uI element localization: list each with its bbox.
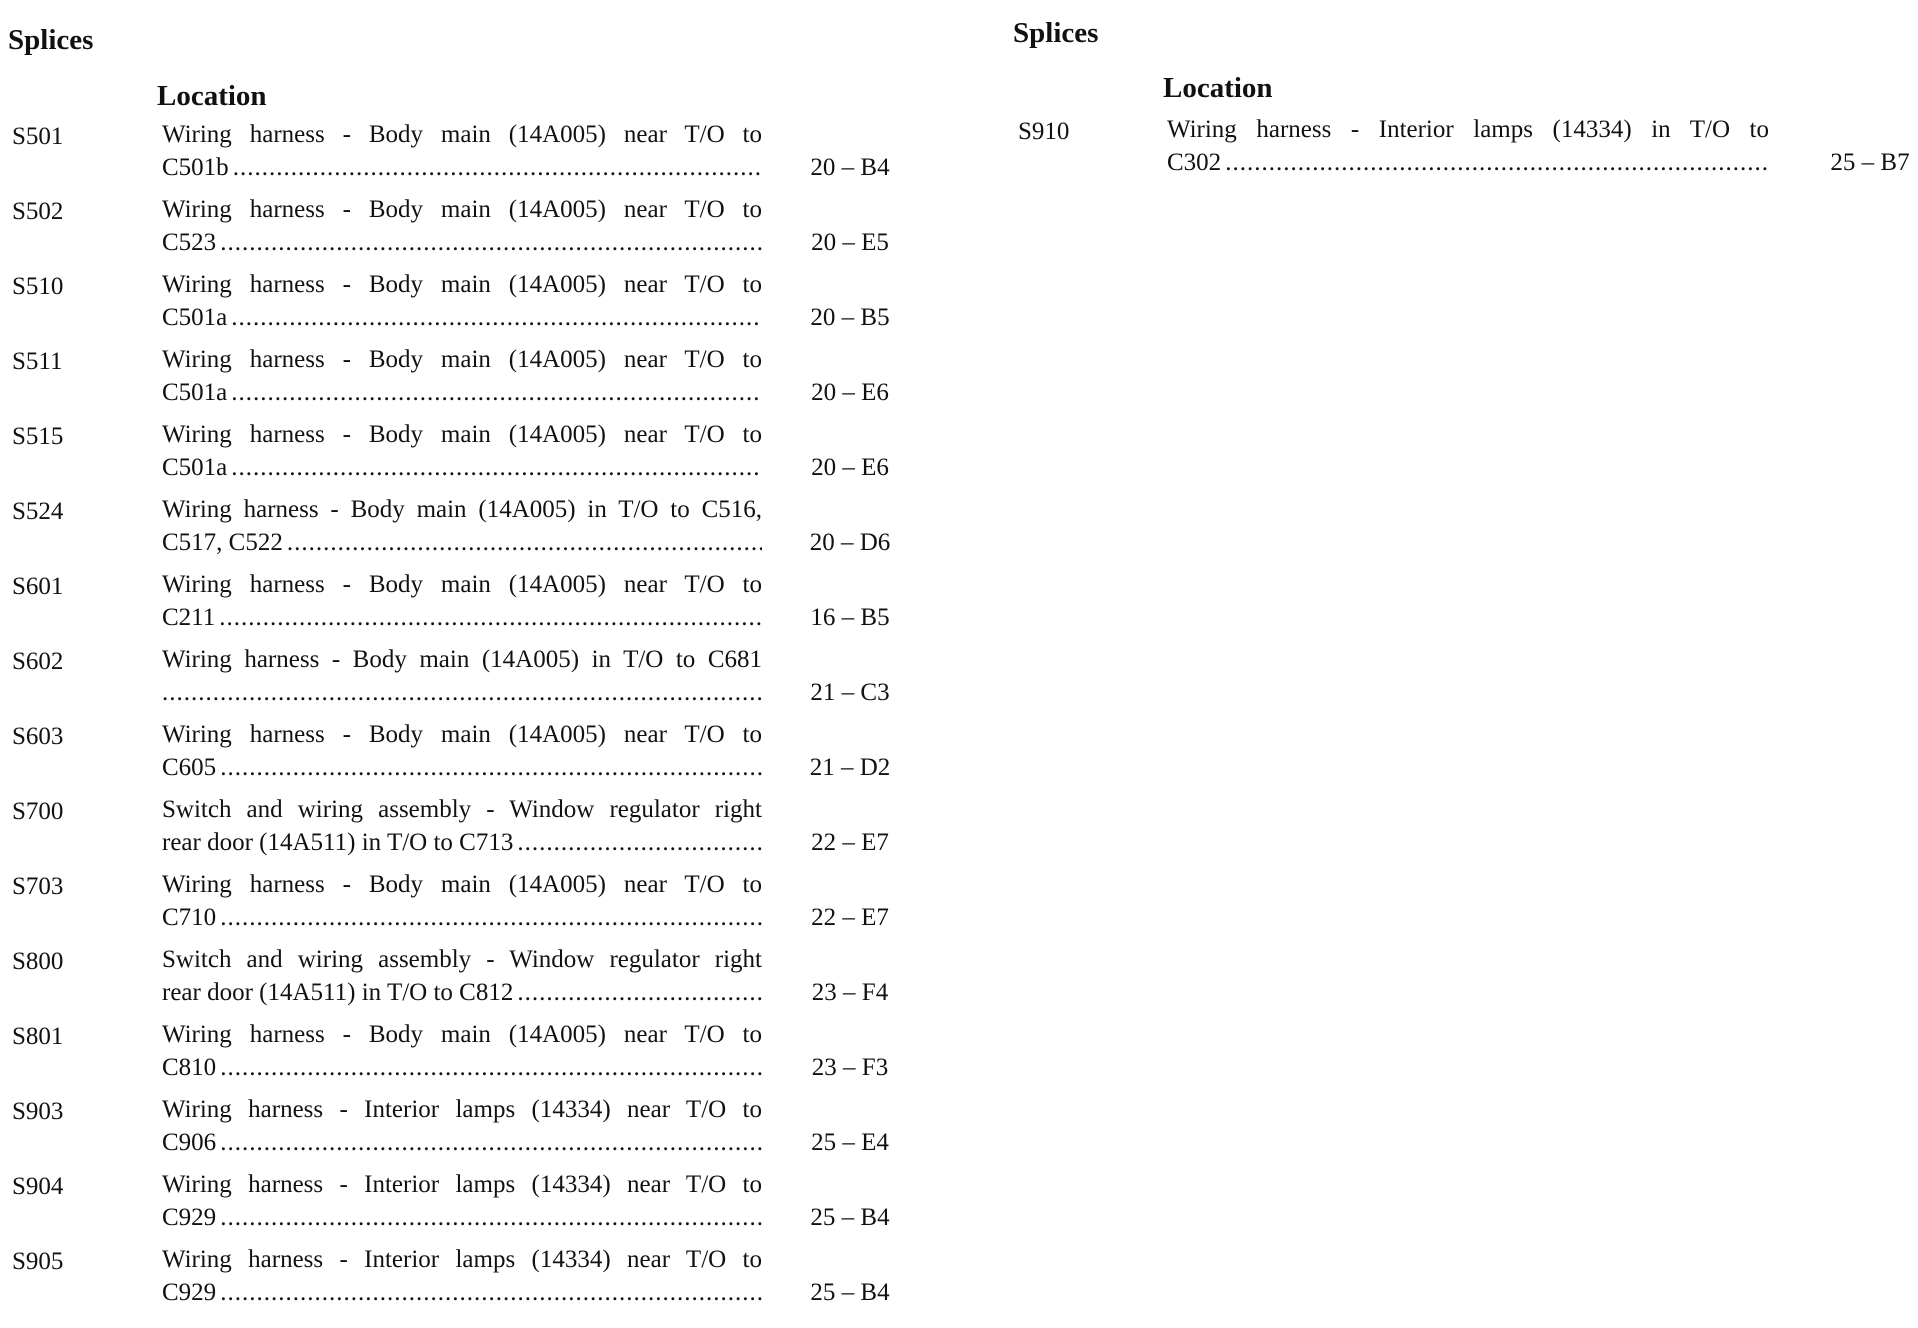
location-line-2-text: C710 (162, 904, 217, 931)
location-line-1: Wiring harness - Body main (14A005) near T/O to (162, 871, 762, 898)
splice-list (0, 118, 940, 1318)
splice-entry (0, 268, 940, 343)
splice-entry (0, 118, 940, 193)
splice-location (162, 1168, 762, 1234)
dot-leader (219, 601, 762, 634)
splice-location (1167, 113, 1769, 179)
location-line-2 (162, 1201, 762, 1234)
splice-id: S511 (12, 348, 63, 375)
location-line-2 (162, 226, 762, 259)
dot-leader (220, 1126, 762, 1159)
dot-leader (1225, 146, 1769, 179)
dot-leader (231, 451, 762, 484)
location-line-1: Wiring harness - Body main (14A005) near T/O to (162, 121, 762, 148)
splice-id: S510 (12, 273, 64, 300)
location-line-2 (162, 526, 762, 559)
splice-entry (0, 568, 940, 643)
diagram-reference: 23 – F3 (811, 1054, 889, 1081)
location-line-2-text: C523 (162, 229, 217, 256)
location-line-2-text: rear door (14A511) in T/O to C713 (162, 829, 514, 856)
splice-location (162, 1018, 762, 1084)
splice-id: S703 (12, 873, 64, 900)
splice-id: S603 (12, 723, 64, 750)
splice-location (162, 793, 762, 859)
location-line-1: Switch and wiring assembly - Window regulator right (162, 796, 762, 823)
diagram-reference: 25 – B4 (810, 1204, 890, 1231)
section-title: Splices (1013, 17, 1099, 49)
location-line-2 (162, 1276, 762, 1309)
location-line-1: Wiring harness - Body main (14A005) near T/O to (162, 196, 762, 223)
location-line-2 (162, 1126, 762, 1159)
section-title: Splices (8, 24, 94, 56)
splice-location (162, 268, 762, 334)
splice-entry (0, 793, 940, 868)
splice-location (162, 718, 762, 784)
diagram-reference: 21 – D2 (809, 754, 891, 781)
splice-id: S524 (12, 498, 64, 525)
splice-location (162, 343, 762, 409)
location-line-1: Wiring harness - Body main (14A005) near T/O to (162, 721, 762, 748)
diagram-reference: 25 – E4 (811, 1129, 889, 1156)
splice-id: S800 (12, 948, 64, 975)
splice-entry (1010, 113, 1910, 188)
dot-leader (517, 826, 762, 859)
location-heading: Location (157, 80, 267, 112)
splice-entry (0, 1243, 940, 1318)
splice-location (162, 493, 762, 559)
location-line-2 (162, 976, 762, 1009)
splice-location (162, 118, 762, 184)
dot-leader (233, 151, 762, 184)
splice-location (162, 1093, 762, 1159)
diagram-reference: 20 – E6 (811, 454, 889, 481)
location-line-2-text: C517, C522 (162, 529, 283, 556)
splice-entry (0, 643, 940, 718)
location-line-1: Wiring harness - Body main (14A005) in T/O to C681 (162, 646, 762, 673)
splice-location (162, 1243, 762, 1309)
splice-entry (0, 493, 940, 568)
diagram-reference: 22 – E7 (811, 904, 889, 931)
location-line-1: Wiring harness - Interior lamps (14334) in T/O to (1167, 116, 1769, 143)
dot-leader (220, 1201, 762, 1234)
location-line-1: Wiring harness - Body main (14A005) near T/O to (162, 346, 762, 373)
dot-leader (231, 376, 762, 409)
location-line-1: Wiring harness - Interior lamps (14334) near T/O to (162, 1246, 762, 1273)
dot-leader (220, 751, 762, 784)
diagram-reference: 20 – E6 (811, 379, 889, 406)
splice-location (162, 943, 762, 1009)
location-line-2-text: rear door (14A511) in T/O to C812 (162, 979, 514, 1006)
location-line-2-text: C501a (162, 304, 228, 331)
diagram-reference: 22 – E7 (811, 829, 889, 856)
diagram-reference: 23 – F4 (811, 979, 889, 1006)
splice-id: S700 (12, 798, 64, 825)
splice-id: S905 (12, 1248, 64, 1275)
splice-id: S502 (12, 198, 64, 225)
location-line-2 (162, 601, 762, 634)
location-line-2-text: C501a (162, 379, 228, 406)
location-line-1: Wiring harness - Body main (14A005) near T/O to (162, 571, 762, 598)
dot-leader (220, 226, 762, 259)
splice-list (1010, 113, 1910, 188)
splice-entry (0, 868, 940, 943)
location-line-2 (162, 676, 762, 709)
splice-entry (0, 1018, 940, 1093)
location-line-1: Wiring harness - Body main (14A005) near T/O to (162, 271, 762, 298)
diagram-reference: 25 – B4 (810, 1279, 890, 1306)
location-line-2-text: C906 (162, 1129, 217, 1156)
location-line-1: Wiring harness - Body main (14A005) near T/O to (162, 1021, 762, 1048)
location-line-2-text: C810 (162, 1054, 217, 1081)
dot-leader (287, 526, 762, 559)
splice-entry (0, 1168, 940, 1243)
splice-id: S903 (12, 1098, 64, 1125)
splice-entry (0, 343, 940, 418)
dot-leader (220, 1051, 762, 1084)
splice-location (162, 418, 762, 484)
splice-entry (0, 1093, 940, 1168)
location-line-2 (162, 451, 762, 484)
location-line-1: Wiring harness - Body main (14A005) in T/O to C516, (162, 496, 762, 523)
location-line-1: Switch and wiring assembly - Window regulator right (162, 946, 762, 973)
splice-location (162, 643, 762, 709)
dot-leader (220, 901, 762, 934)
splice-id: S515 (12, 423, 64, 450)
location-line-2-text: C605 (162, 754, 217, 781)
diagram-reference: 20 – E5 (811, 229, 889, 256)
dot-leader (517, 976, 762, 1009)
location-heading: Location (1163, 72, 1273, 104)
diagram-reference: 25 – B7 (1830, 149, 1910, 176)
location-line-2 (162, 376, 762, 409)
location-line-2 (162, 901, 762, 934)
splice-entry (0, 418, 940, 493)
splice-id: S602 (12, 648, 64, 675)
location-line-2-text: C302 (1167, 149, 1222, 176)
diagram-reference: 16 – B5 (810, 604, 890, 631)
splice-entry (0, 943, 940, 1018)
location-line-2-text: C501b (162, 154, 229, 181)
location-line-2-text: C211 (162, 604, 216, 631)
diagram-reference: 20 – B4 (810, 154, 890, 181)
location-line-2 (1167, 146, 1769, 179)
location-line-2 (162, 751, 762, 784)
location-line-2 (162, 1051, 762, 1084)
splice-entry (0, 193, 940, 268)
splice-id: S601 (12, 573, 64, 600)
diagram-reference: 21 – C3 (810, 679, 890, 706)
diagram-reference: 20 – B5 (810, 304, 890, 331)
splice-id: S904 (12, 1173, 64, 1200)
location-line-2 (162, 826, 762, 859)
location-line-2-text: C929 (162, 1279, 217, 1306)
diagram-reference: 20 – D6 (809, 529, 891, 556)
location-line-2-text: C929 (162, 1204, 217, 1231)
splice-entry (0, 718, 940, 793)
splice-location (162, 868, 762, 934)
dot-leader (220, 1276, 762, 1309)
location-line-1: Wiring harness - Interior lamps (14334) near T/O to (162, 1096, 762, 1123)
splice-location (162, 193, 762, 259)
location-line-1: Wiring harness - Body main (14A005) near T/O to (162, 421, 762, 448)
location-line-2-text: C501a (162, 454, 228, 481)
splice-id: S910 (1018, 118, 1070, 145)
splice-location (162, 568, 762, 634)
dot-leader (231, 301, 762, 334)
splice-id: S501 (12, 123, 64, 150)
dot-leader (162, 676, 762, 709)
splice-id: S801 (12, 1023, 64, 1050)
location-line-2 (162, 301, 762, 334)
location-line-1: Wiring harness - Interior lamps (14334) near T/O to (162, 1171, 762, 1198)
location-line-2 (162, 151, 762, 184)
